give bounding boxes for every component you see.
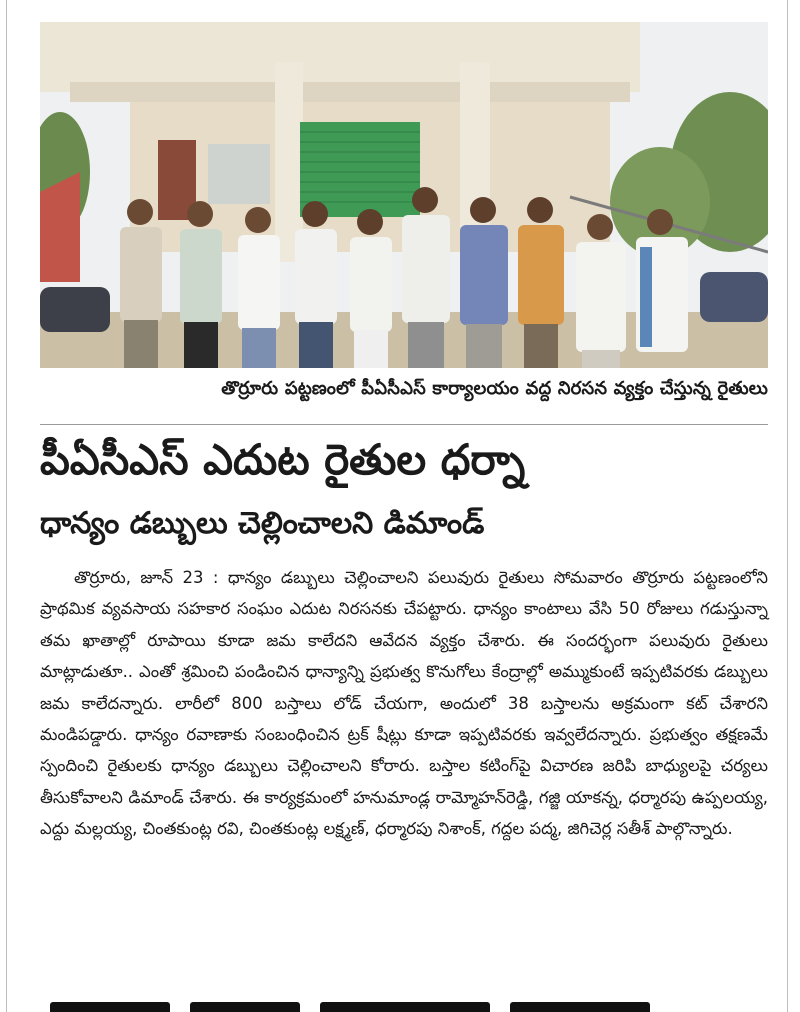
group-photo-icon [40,22,768,368]
photo-caption: తొర్రూరు పట్టణంలో పీఏసీఎస్ కార్యాలయం వద్ద నిరసన వ్యక్తం చేస్తున్న రైతులు [221,378,768,399]
article-headline: పీఏసీఎస్ ఎదుట రైతుల ధర్నా [40,435,526,484]
news-photo [40,22,768,368]
page-border-right [787,0,788,1012]
divider [40,424,768,425]
article-subheadline: ధాన్యం డబ్బులు చెల్లించాలని డిమాండ్ [40,506,485,541]
next-headline-cropped [40,990,768,1012]
page-border-left [6,0,7,1012]
article-body: తొర్రూరు, జూన్ 23 : ధాన్యం డబ్బులు చెల్లించాలని పలువురు రైతులు సోమవారం తొర్రూరు పట్టణంలోని ప్రాథమిక వ్యవసాయ సహకార సంఘం ఎదుట నిరసనకు చేపట్టారు. ధాన్యం కాంటాలు వేసి 50 రోజులు గడుస్తున్నా తమ ఖాతాల్లో రూపాయి కూడా జమ కాలేదని ఆవేదన వ్యక్తం చేశారు. ఈ సందర్భంగా పలువురు రైతులు మాట్లాడుతూ.. ఎంతో శ్రమించి పండించిన ధాన్యాన్ని ప్రభుత్వ కొనుగోలు కేంద్రాల్లో అమ్ముకుంటే ఇప్పటివరకు డబ్బులు జమ కాలేదన్నారు. లారీలో 800 బస్తాలు లోడ్ చేయగా, అందులో 38 బస్తాలను అక్రమంగా కట్ చేశారని మండిపడ్డారు. ధాన్యం రవాణాకు సంబంధించిన ట్రక్ షీట్లు కూడా ఇప్పటివరకు ఇవ్వలేదన్నారు. ప్రభుత్వం తక్షణమే స్పందించి రైతులకు ధాన్యం డబ్బులు చెల్లించాలని కోరారు. బస్తాల కటింగ్‌పై విచారణ జరిపి బాధ్యులపై చర్యలు తీసుకోవాలని డిమాండ్ చేశారు. ఈ కార్యక్రమంలో హనుమాండ్ల రామ్మోహన్‌రెడ్డి, గజ్జి యాకన్న, ధర్మారపు ఉప్పలయ్య, ఎద్దు మల్లయ్య, చింతకుంట్ల రవి, చింతకుంట్ల లక్ష్మణ్, ధర్మారపు నిశాంక్, గద్దల పద్మ, జిగిచెర్ల సతీశ్ పాల్గొన్నారు. [40,568,768,839]
